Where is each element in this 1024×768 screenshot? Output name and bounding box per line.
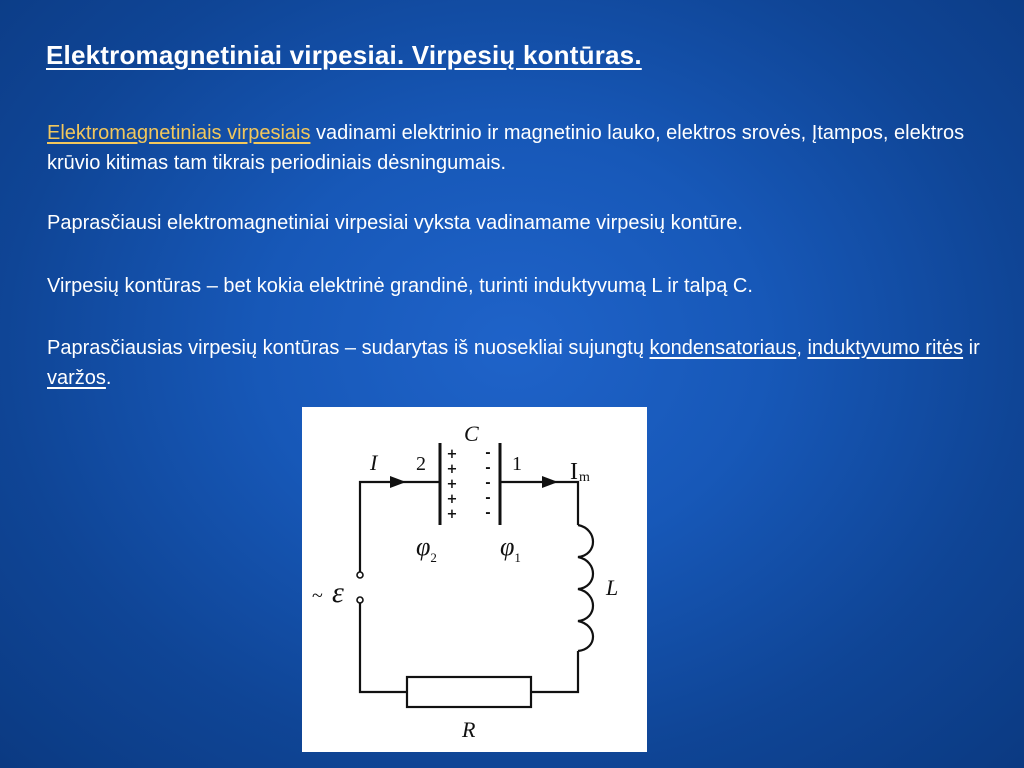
separator-comma: , <box>796 337 808 359</box>
charge-minus: - <box>485 491 491 506</box>
charge-minus: - <box>485 461 491 476</box>
link-elektromagnetiniais-virpesiais[interactable]: Elektromagnetiniais virpesiais <box>47 122 311 144</box>
period: . <box>105 367 112 389</box>
current-arrow-right <box>542 476 558 488</box>
charge-plus: + <box>446 477 458 492</box>
charge-plus: + <box>446 492 458 507</box>
label-capacitance-c: C <box>464 421 479 446</box>
label-current-i: I <box>370 450 378 475</box>
charge-minus: - <box>485 506 491 521</box>
circuit-svg <box>302 407 647 752</box>
paragraph-definition <box>47 118 1019 178</box>
wire-right-lower <box>530 651 578 692</box>
charge-plus: + <box>446 507 458 522</box>
resistor-body <box>407 677 531 707</box>
slide-title: Elektromagnetiniai virpesiai. Virpesių kontūras. <box>46 40 642 70</box>
charge-plus: + <box>446 447 458 462</box>
label-emf: ε <box>332 576 344 609</box>
emf-terminal-top <box>357 572 363 578</box>
label-node-2: 2 <box>416 453 426 475</box>
paragraph-composition-text: Paprasčiausias virpesių kontūras – sudarytas iš nuosekliai sujungtų <box>47 337 650 359</box>
wire-right-top <box>500 482 578 525</box>
paragraph-circuit-definition: Virpesių kontūras – bet kokia elektrinė grandinė, turinti induktyvumą L ir talpą C. <box>47 275 753 297</box>
label-potential-phi2: $\varphi_2$ <box>416 532 437 565</box>
label-inductance-l: L <box>606 575 619 600</box>
label-resistance-r: R <box>462 717 476 742</box>
label-ac-tilde: ~ <box>312 585 323 607</box>
emf-terminal-bottom <box>357 597 363 603</box>
link-induktyvumo-rites[interactable]: induktyvumo ritės <box>807 337 964 359</box>
separator-ir: ir <box>963 337 980 359</box>
paragraph-circuit-composition <box>47 333 1019 393</box>
label-node-1: 1 <box>512 453 522 475</box>
charge-minus: - <box>485 446 491 461</box>
link-varzos[interactable]: varžos <box>47 367 106 389</box>
current-arrow-left <box>390 476 406 488</box>
inductor-coil <box>578 525 593 651</box>
paragraph-definition-text: vadinami elektrinio ir magnetinio lauko, elektros srovės, Įtampos, elektros krūvio kitimas tam tikrais periodiniais dėsningumais. <box>47 122 965 174</box>
paragraph-simplest-oscillations: Paprasčiausi elektromagnetiniai virpesiai vyksta vadinamame virpesių kontūre. <box>47 212 743 234</box>
label-current-im: Im <box>570 459 590 485</box>
link-kondensatoriaus[interactable]: kondensatoriaus <box>649 337 797 359</box>
wire-left-lower <box>360 602 407 692</box>
charge-plus: + <box>446 462 458 477</box>
lc-circuit-diagram <box>302 407 647 752</box>
charge-minus: - <box>485 476 491 491</box>
label-potential-phi1: $\varphi_1$ <box>500 532 521 565</box>
